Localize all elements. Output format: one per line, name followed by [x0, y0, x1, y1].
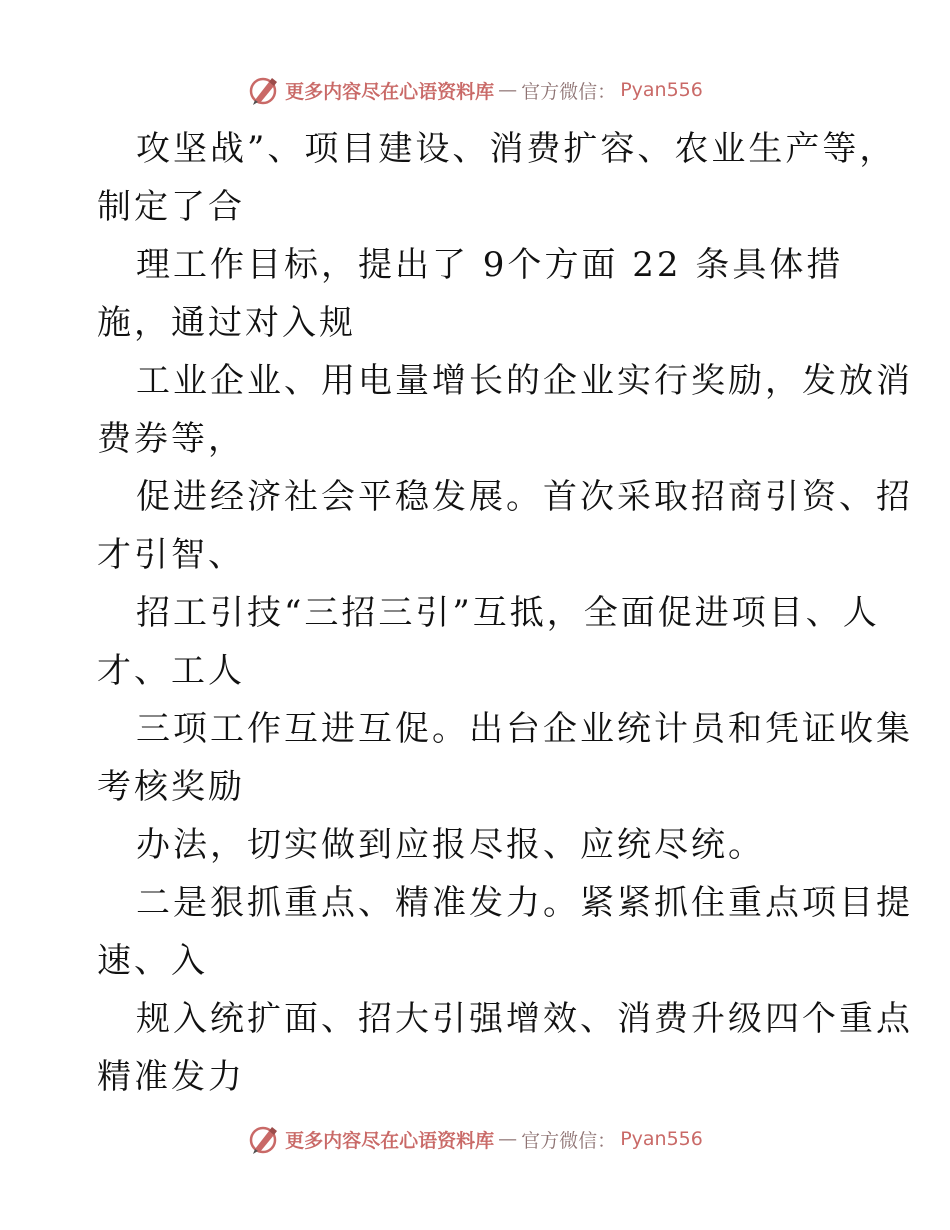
pen-circle-logo-icon: [247, 1123, 281, 1155]
text-line: 招工引技“三招三引”互抵，全面促进项目、人: [136, 593, 880, 633]
watermark-dash: —: [498, 1128, 518, 1150]
text-line: 才引智、: [97, 535, 245, 575]
text-line: 施，通过对入规: [97, 303, 356, 343]
watermark-brand-text: 更多内容尽在心语资料库: [285, 1129, 495, 1152]
footer-watermark: [0, 1121, 950, 1157]
text-line: 速、入: [97, 941, 208, 981]
text-line: 促进经济社会平稳发展。首次采取招商引资、招: [136, 477, 913, 517]
text-line: 精准发力: [97, 1057, 245, 1097]
watermark-official-label: 官方微信：: [521, 1129, 617, 1152]
watermark-wechat-id: Pyan556: [620, 1128, 703, 1150]
text-line: 规入统扩面、招大引强增效、消费升级四个重点: [136, 999, 913, 1039]
text-line: 三项工作互进互促。出台企业统计员和凭证收集: [136, 709, 913, 749]
document-body: [97, 120, 913, 1106]
watermark-dash: —: [498, 79, 518, 101]
text-line: 才、工人: [97, 651, 245, 691]
text-line: 二是狠抓重点、精准发力。紧紧抓住重点项目提: [136, 883, 913, 923]
watermark-official-label: 官方微信：: [521, 80, 617, 103]
text-line: 理工作目标，提出了 9个方面 22 条具体措: [136, 245, 844, 285]
text-line: 办法，切实做到应报尽报、应统尽统。: [136, 825, 765, 865]
text-line: 费券等，: [97, 419, 245, 459]
watermark-wechat-id: Pyan556: [620, 79, 703, 101]
text-line: 考核奖励: [97, 767, 245, 807]
text-line: 工业企业、用电量增长的企业实行奖励，发放消: [136, 361, 913, 401]
pen-circle-logo-icon: [247, 74, 281, 106]
watermark-brand-text: 更多内容尽在心语资料库: [285, 80, 495, 103]
text-line: 攻坚战”、项目建设、消费扩容、农业生产等，: [136, 129, 897, 169]
text-line: 制定了合: [97, 187, 245, 227]
header-watermark: [0, 72, 950, 108]
